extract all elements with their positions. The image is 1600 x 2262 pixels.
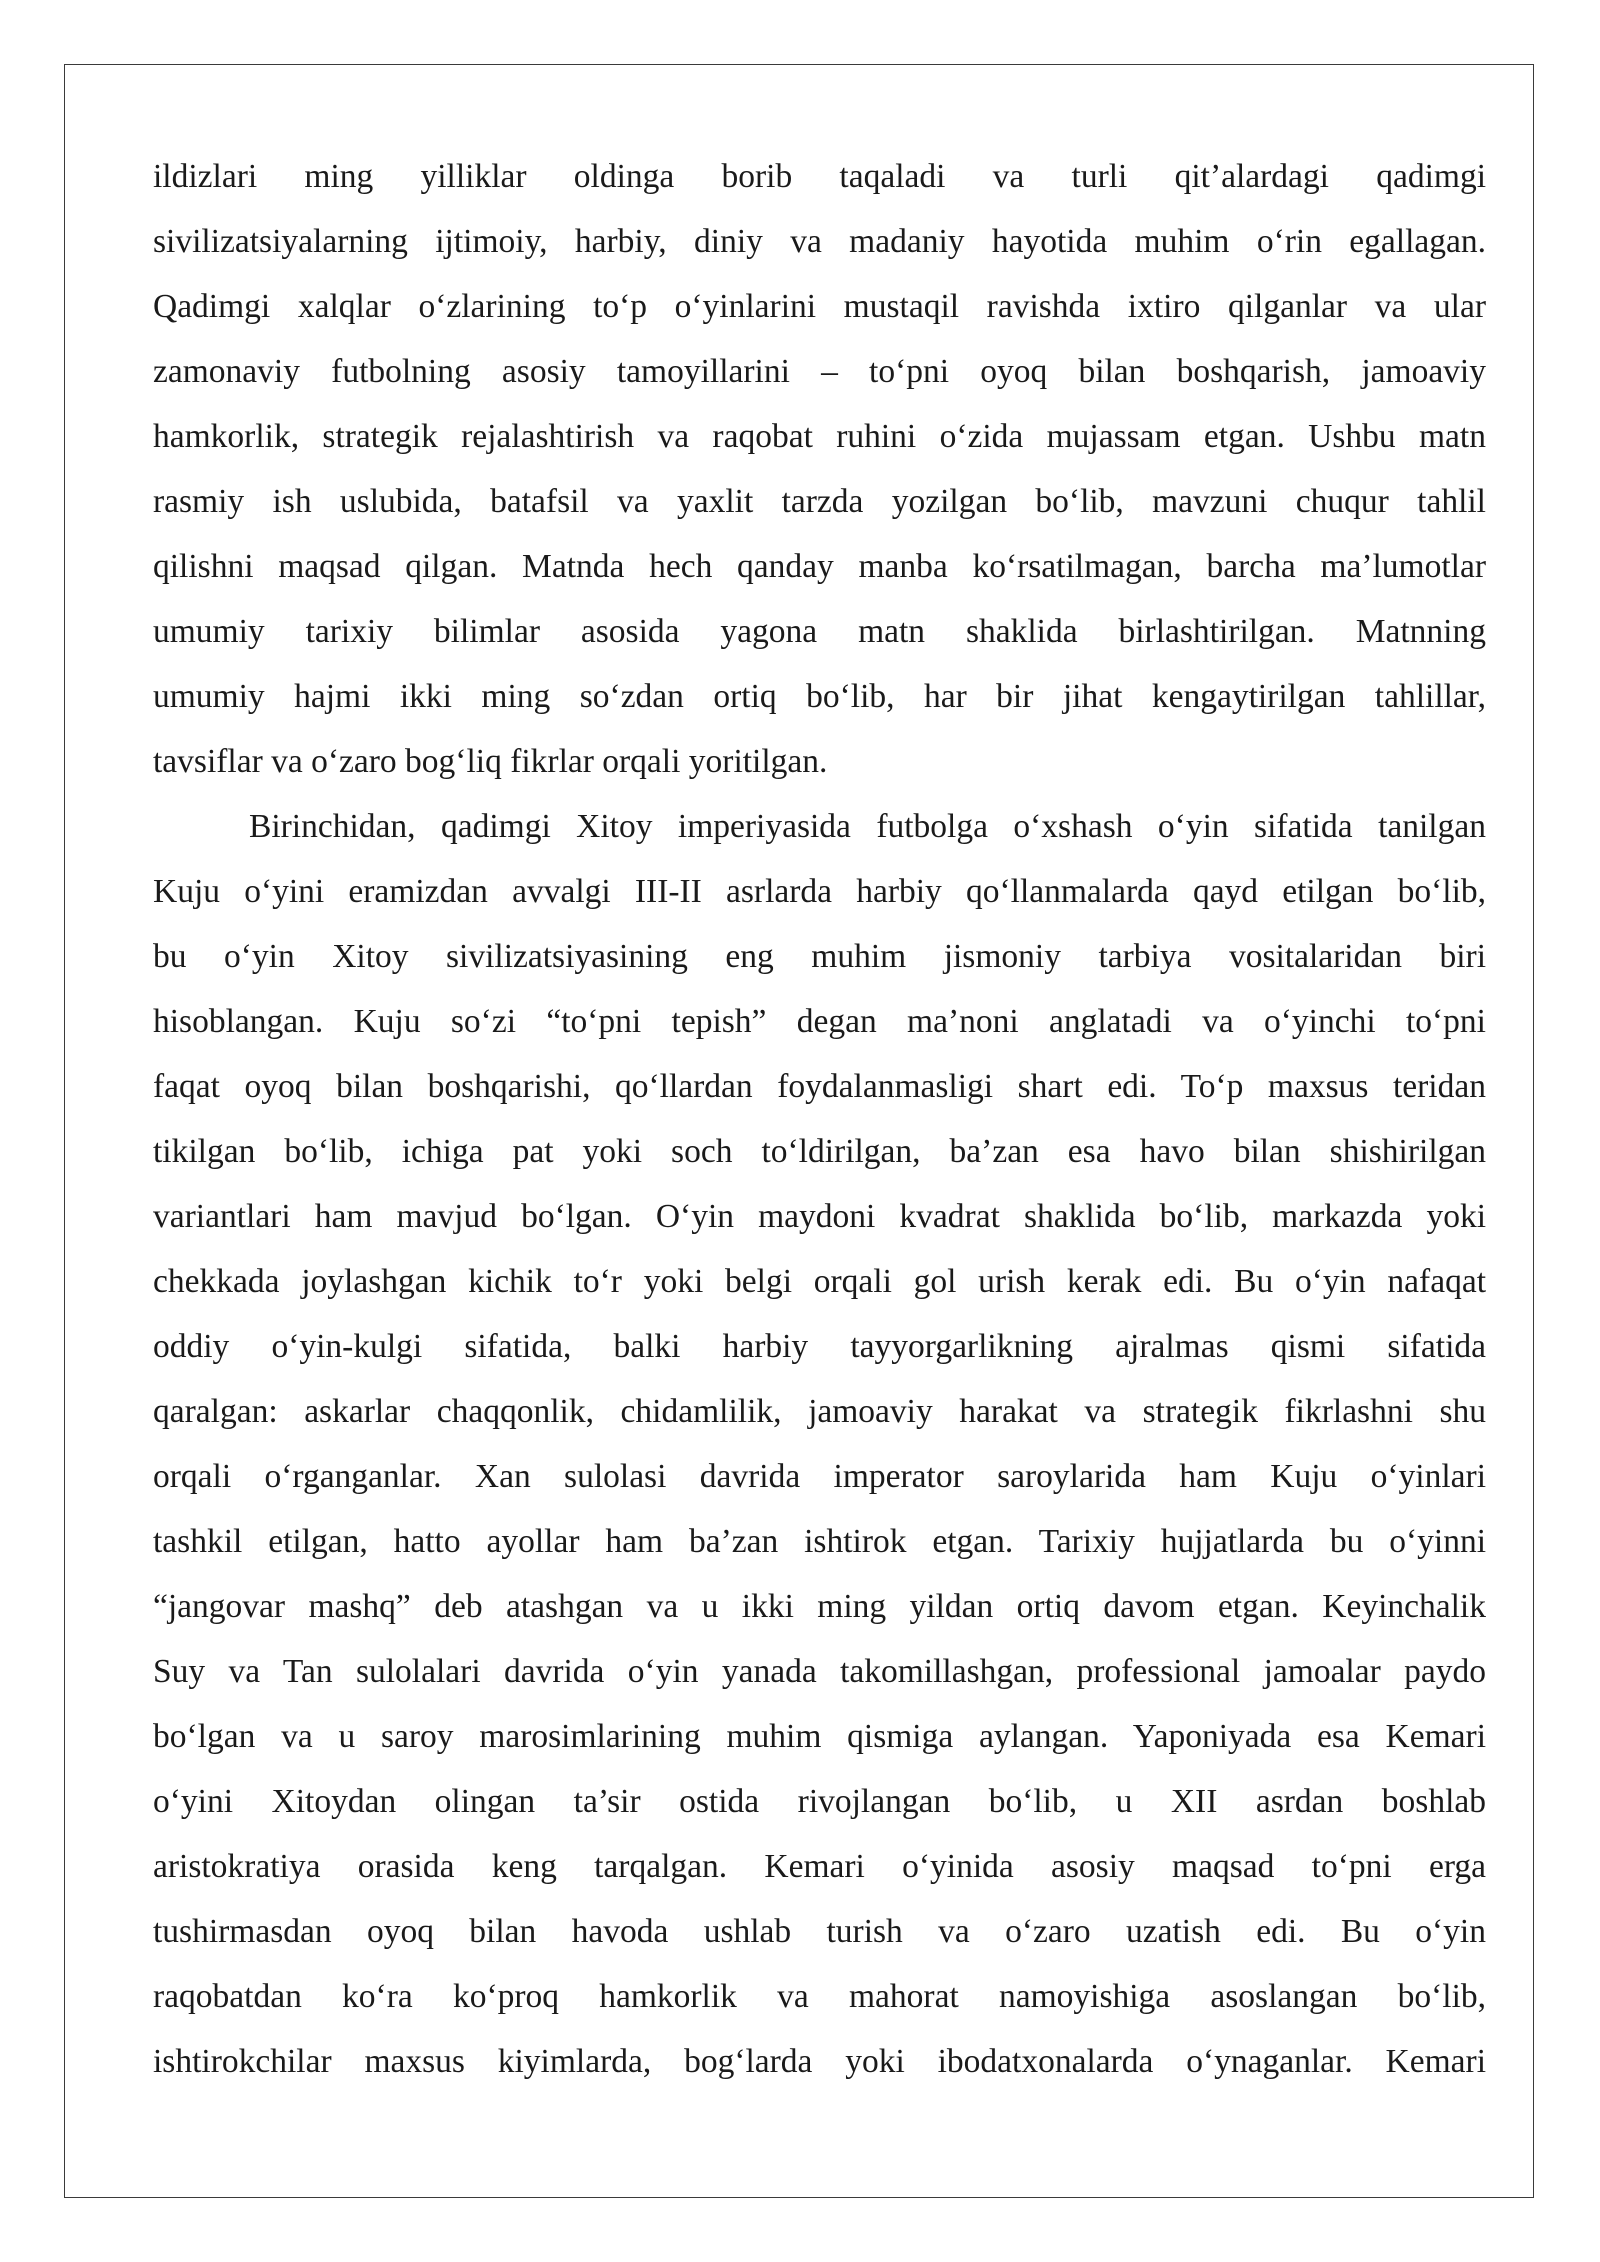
text-line: hamkorlik, strategik rejalashtirish va raqobat ruhini o‘zida mujassam etgan. Ushbu matn <box>153 418 1486 455</box>
text-line: qaralgan: askarlar chaqqonlik, chidamlilik, jamoaviy harakat va strategik fikrlashni shu <box>153 1393 1486 1430</box>
text-line: ildizlari ming yilliklar oldinga borib taqaladi va turli qit’alardagi qadimgi <box>153 158 1486 195</box>
text-line: variantlari ham mavjud bo‘lgan. O‘yin maydoni kvadrat shaklida bo‘lib, markazda yoki <box>153 1198 1486 1235</box>
text-line: orqali o‘rganganlar. Xan sulolasi davrida imperator saroylarida ham Kuju o‘yinlari <box>153 1458 1486 1495</box>
paragraph <box>153 144 1486 794</box>
text-line: tavsiflar va o‘zaro bog‘liq fikrlar orqali yoritilgan. <box>153 743 828 780</box>
text-line: zamonaviy futbolning asosiy tamoyillarini – to‘pni oyoq bilan boshqarish, jamoaviy <box>153 353 1486 390</box>
text-line: bo‘lgan va u saroy marosimlarining muhim qismiga aylangan. Yaponiyada esa Kemari <box>153 1718 1486 1755</box>
text-line: sivilizatsiyalarning ijtimoiy, harbiy, diniy va madaniy hayotida muhim o‘rin egallagan. <box>153 223 1486 260</box>
text-line: ishtirokchilar maxsus kiyimlarda, bog‘larda yoki ibodatxonalarda o‘ynaganlar. Kemari <box>153 2043 1486 2080</box>
text-line: bu o‘yin Xitoy sivilizatsiyasining eng muhim jismoniy tarbiya vositalaridan biri <box>153 938 1486 975</box>
text-line: umumiy tarixiy bilimlar asosida yagona matn shaklida birlashtirilgan. Matnning <box>153 613 1486 650</box>
text-line: tikilgan bo‘lib, ichiga pat yoki soch to‘ldirilgan, ba’zan esa havo bilan shishirilgan <box>153 1133 1486 1170</box>
text-line: aristokratiya orasida keng tarqalgan. Kemari o‘yinida asosiy maqsad to‘pni erga <box>153 1848 1486 1885</box>
document-body <box>153 144 1486 2094</box>
text-line: tushirmasdan oyoq bilan havoda ushlab turish va o‘zaro uzatish edi. Bu o‘yin <box>153 1913 1486 1950</box>
text-line: oddiy o‘yin-kulgi sifatida, balki harbiy tayyorgarlikning ajralmas qismi sifatida <box>153 1328 1486 1365</box>
text-line: Kuju o‘yini eramizdan avvalgi III-II asrlarda harbiy qo‘llanmalarda qayd etilgan bo‘lib, <box>153 873 1486 910</box>
text-line: chekkada joylashgan kichik to‘r yoki belgi orqali gol urish kerak edi. Bu o‘yin nafaqat <box>153 1263 1486 1300</box>
text-line: raqobatdan ko‘ra ko‘proq hamkorlik va mahorat namoyishiga asoslangan bo‘lib, <box>153 1978 1486 2015</box>
text-line: umumiy hajmi ikki ming so‘zdan ortiq bo‘lib, har bir jihat kengaytirilgan tahlillar, <box>153 678 1486 715</box>
text-line: “jangovar mashq” deb atashgan va u ikki ming yildan ortiq davom etgan. Keyinchalik <box>153 1588 1486 1625</box>
text-line: Qadimgi xalqlar o‘zlarining to‘p o‘yinlarini mustaqil ravishda ixtiro qilganlar va ular <box>153 288 1486 325</box>
text-line: hisoblangan. Kuju so‘zi “to‘pni tepish” degan ma’noni anglatadi va o‘yinchi to‘pni <box>153 1003 1486 1040</box>
text-line: Birinchidan, qadimgi Xitoy imperiyasida futbolga o‘xshash o‘yin sifatida tanilgan <box>249 808 1486 845</box>
paragraph <box>153 794 1486 2094</box>
text-line: Suy va Tan sulolalari davrida o‘yin yanada takomillashgan, professional jamoalar paydo <box>153 1653 1486 1690</box>
text-line: faqat oyoq bilan boshqarishi, qo‘llardan foydalanmasligi shart edi. To‘p maxsus teridan <box>153 1068 1486 1105</box>
text-line: rasmiy ish uslubida, batafsil va yaxlit tarzda yozilgan bo‘lib, mavzuni chuqur tahlil <box>153 483 1486 520</box>
text-line: qilishni maqsad qilgan. Matnda hech qanday manba ko‘rsatilmagan, barcha ma’lumotlar <box>153 548 1486 585</box>
text-line: o‘yini Xitoydan olingan ta’sir ostida rivojlangan bo‘lib, u XII asrdan boshlab <box>153 1783 1486 1820</box>
text-line: tashkil etilgan, hatto ayollar ham ba’zan ishtirok etgan. Tarixiy hujjatlarda bu o‘yinni <box>153 1523 1486 1560</box>
